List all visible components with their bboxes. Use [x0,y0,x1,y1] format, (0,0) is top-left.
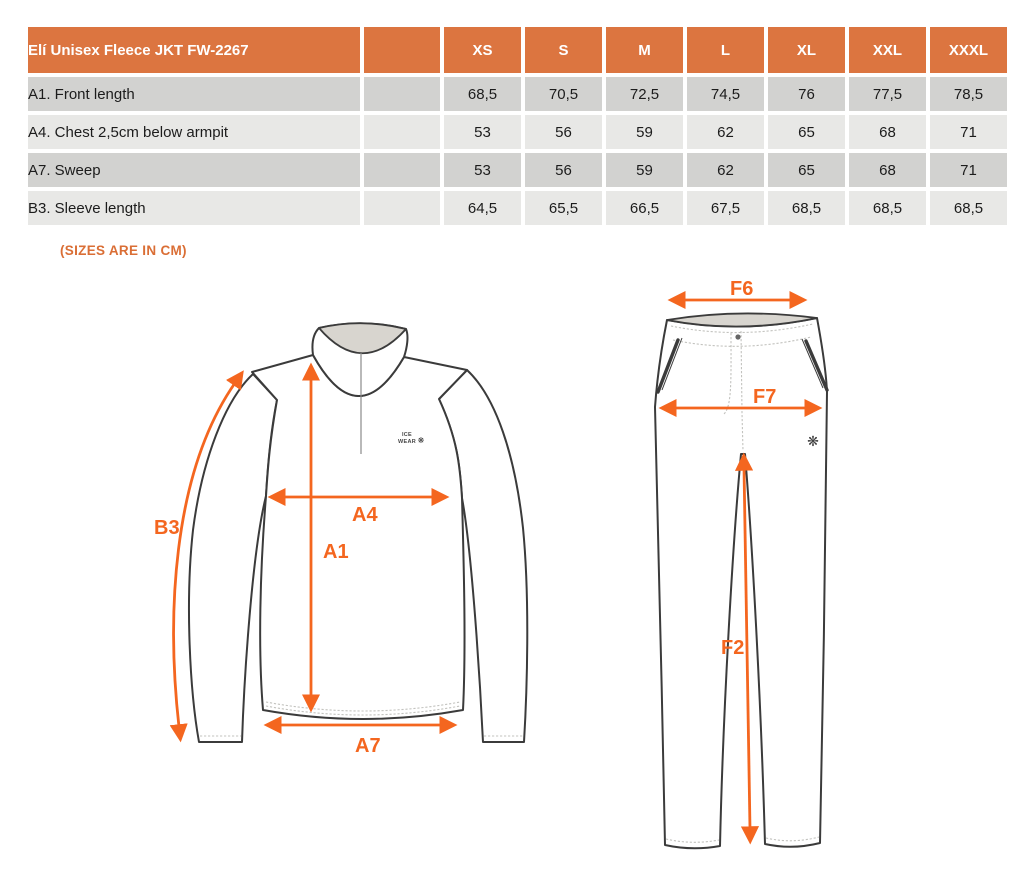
size-value-cell: 68,5 [930,191,1007,225]
snowflake-icon: ❋ [417,436,425,445]
size-column-header: XS [444,27,521,73]
size-value-cell: 68,5 [849,191,926,225]
pants-diagram [645,280,845,865]
size-value-cell: 67,5 [687,191,764,225]
size-value-cell: 78,5 [930,77,1007,111]
size-value-cell: 66,5 [606,191,683,225]
size-column-header: L [687,27,764,73]
size-value-cell: 53 [444,153,521,187]
units-note: (SIZES ARE IN CM) [60,243,187,258]
snowflake-icon: ❋ [807,434,819,450]
size-column-header: XL [768,27,845,73]
header-row [28,27,1007,73]
size-column-header: XXXL [930,27,1007,73]
table-row [28,115,1007,149]
size-value-cell: 68,5 [768,191,845,225]
size-value-cell: 62 [687,115,764,149]
size-value-cell: 68,5 [444,77,521,111]
size-value-cell: 72,5 [606,77,683,111]
size-column-header: XXL [849,27,926,73]
size-value-cell: 62 [687,153,764,187]
brand-logo-text: WEAR [397,439,417,445]
a1-label: A1 [323,541,349,563]
size-value-cell: 71 [930,153,1007,187]
size-value-cell: 56 [525,153,602,187]
a4-label: A4 [352,504,378,526]
waist-button [735,334,740,339]
size-value-cell: 70,5 [525,77,602,111]
table-row [28,153,1007,187]
a7-label: A7 [355,735,381,757]
size-value-cell: 76 [768,77,845,111]
product-title: Elí Unisex Fleece JKT FW-2267 [28,27,360,73]
size-value-cell: 74,5 [687,77,764,111]
size-table-body [28,77,1007,225]
size-column-header: S [525,27,602,73]
spacer-cell [364,191,440,225]
table-row [28,191,1007,225]
brand-logo-text: ICE [401,432,413,438]
header-spacer-cell [364,27,440,73]
f7-label: F7 [753,386,777,408]
table-row [28,77,1007,111]
measurement-label: A4. Chest 2,5cm below armpit [28,115,360,149]
size-value-cell: 59 [606,153,683,187]
measurement-label: A7. Sweep [28,153,360,187]
f2-label: F2 [721,637,745,659]
size-value-cell: 59 [606,115,683,149]
measurement-label: B3. Sleeve length [28,191,360,225]
spacer-cell [364,153,440,187]
size-value-cell: 56 [525,115,602,149]
size-value-cell: 68 [849,115,926,149]
measurement-label: A1. Front length [28,77,360,111]
size-value-cell: 65 [768,153,845,187]
size-value-cell: 53 [444,115,521,149]
size-value-cell: 68 [849,153,926,187]
size-table [24,23,1011,229]
size-value-cell: 71 [930,115,1007,149]
pants-body [655,318,827,848]
size-value-cell: 77,5 [849,77,926,111]
b3-label: B3 [154,517,180,539]
size-value-cell: 64,5 [444,191,521,225]
spacer-cell [364,115,440,149]
jacket-diagram [130,290,560,760]
jacket-body [252,355,467,719]
size-value-cell: 65,5 [525,191,602,225]
f6-label: F6 [730,280,754,300]
spacer-cell [364,77,440,111]
size-column-header: M [606,27,683,73]
size-value-cell: 65 [768,115,845,149]
